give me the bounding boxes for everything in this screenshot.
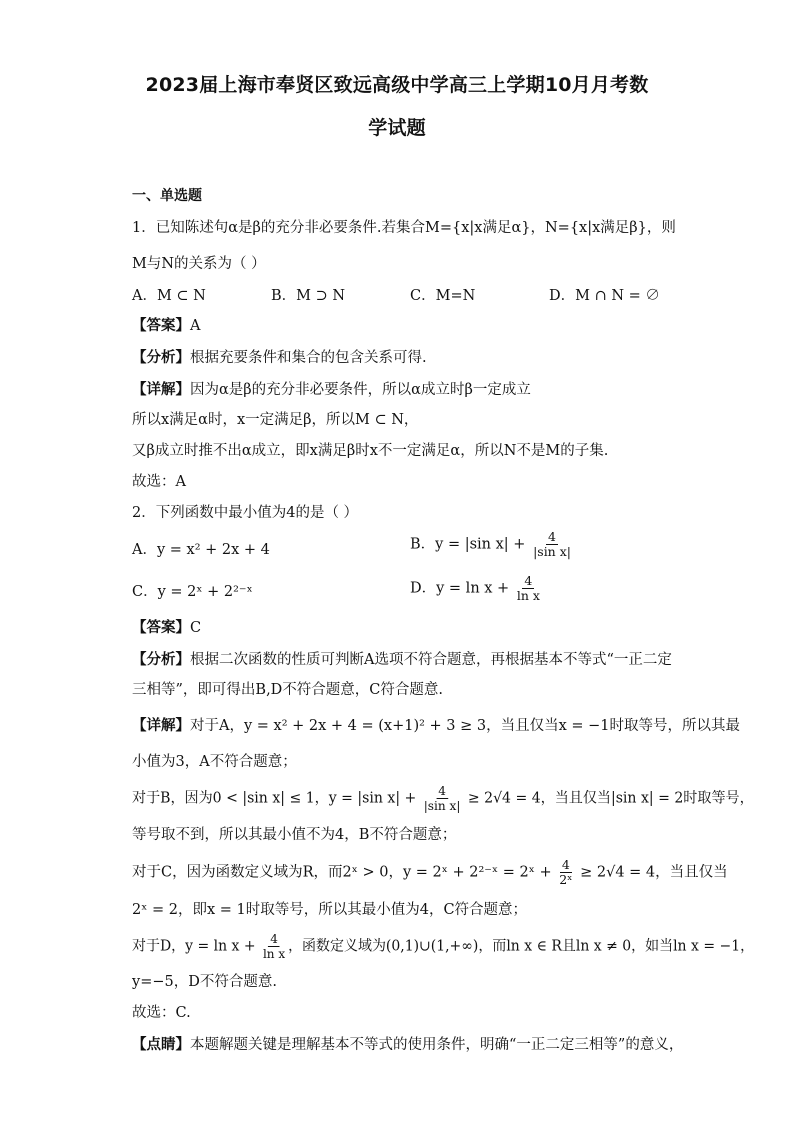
q1-conclusion: 故选：A — [132, 474, 186, 490]
q2-detail-a-line2: 小值为3，A不符合题意； — [132, 754, 297, 770]
detail-d-suffix: ，函数定义域为(0,1)∪(1,+∞)，而ln x ∈ R且ln x ≠ 0，如当ln x = −1， — [288, 938, 755, 955]
fraction — [531, 530, 573, 559]
analysis-tag: 【分析】 — [132, 350, 190, 366]
q1-option-b: B．M ⊃ N — [271, 288, 346, 304]
q1-option-a: A．M ⊂ N — [132, 288, 206, 304]
q1-analysis — [132, 348, 427, 368]
fraction — [261, 932, 287, 961]
q2-detail-d-line1 — [132, 932, 754, 961]
q2-option-d — [410, 574, 543, 603]
q1-option-d: D．M ∩ N = ∅ — [549, 288, 660, 304]
q1-answer — [132, 316, 200, 336]
detail-text: 对于A，y = x² + 2x + 4 = (x+1)² + 3 ≥ 3，当且仅当x = −1时取等号，所以其最 — [190, 718, 741, 734]
detail-text: 因为α是β的充分非必要条件，所以α成立时β一定成立 — [190, 382, 531, 398]
fraction — [422, 784, 463, 813]
detail-tag: 【详解】 — [132, 382, 190, 398]
q2-option-c: C．y = 2ˣ + 2²⁻ˣ — [132, 584, 253, 600]
answer-value: C — [190, 620, 202, 636]
q2-analysis-line2: 三相等”，即可得出B,D不符合题意，C符合题意. — [132, 682, 444, 698]
analysis-text: 根据充要条件和集合的包含关系可得. — [190, 350, 427, 366]
fraction-numerator: 4 — [561, 857, 570, 872]
answer-value: A — [190, 318, 201, 334]
comment-tag: 【点睛】 — [132, 1037, 190, 1053]
fraction-denominator: ln x — [262, 946, 286, 961]
fraction-denominator: |sin x| — [533, 544, 571, 559]
q2-detail-c-line2: 2ˣ = 2，即x = 1时取等号，所以其最小值为4，C符合题意； — [132, 902, 528, 918]
q2-detail-b-line2: 等号取不到，所以其最小值不为4，B不符合题意； — [132, 827, 457, 843]
fraction — [557, 858, 574, 887]
q1-detail-line3: 又β成立时推不出α成立，即x满足β时x不一定满足α，所以N不是M的子集. — [132, 443, 609, 459]
detail-tag: 【详解】 — [132, 718, 190, 734]
detail-b-expr: 对于B，因为0 < |sin x| ≤ 1，y = |sin x| + — [132, 790, 421, 807]
fraction-numerator: 4 — [270, 931, 278, 946]
q2-analysis-line1 — [132, 650, 672, 670]
q2-option-b-expr: B．y = |sin x| + — [410, 536, 531, 553]
q2-answer — [132, 618, 201, 638]
q1-stem-line2: M与N的关系为（ ） — [132, 256, 266, 272]
fraction-numerator: 4 — [548, 529, 556, 544]
q2-detail-d-line2: y=−5，D不符合题意. — [132, 974, 277, 990]
fraction-denominator: ln x — [516, 588, 540, 603]
page-title-line1: 2023届上海市奉贤区致远高级中学高三上学期10月月考数 — [145, 74, 649, 96]
fraction-denominator: |sin x| — [423, 798, 461, 813]
answer-tag: 【答案】 — [132, 620, 190, 636]
q1-detail-line2: 所以x满足α时，x一定满足β，所以M ⊂ N， — [132, 412, 419, 428]
q2-option-d-expr: D．y = ln x + — [410, 580, 514, 597]
fraction — [515, 574, 542, 603]
page-title-line2: 学试题 — [368, 117, 426, 139]
detail-b-suffix: ≥ 2√4 = 4，当且仅当|sin x| = 2时取等号， — [463, 790, 754, 807]
q2-option-a: A．y = x² + 2x + 4 — [132, 542, 270, 558]
q1-detail-line1 — [132, 380, 531, 400]
comment-text: 本题解题关键是理解基本不等式的使用条件，明确“一正二定三相等”的意义， — [190, 1037, 684, 1053]
detail-d-expr: 对于D，y = ln x + — [132, 938, 261, 955]
analysis-tag: 【分析】 — [132, 652, 190, 668]
q2-detail-c-line1 — [132, 858, 728, 887]
answer-tag: 【答案】 — [132, 318, 190, 334]
q2-detail-b-line1 — [132, 784, 754, 813]
section-heading: 一、单选题 — [132, 188, 202, 204]
q1-option-c: C．M=N — [410, 288, 476, 304]
detail-c-suffix: ≥ 2√4 = 4，当且仅当 — [575, 864, 728, 881]
fraction-numerator: 4 — [524, 573, 533, 588]
q2-comment — [132, 1035, 683, 1055]
q1-stem-line1: 1．已知陈述句α是β的充分非必要条件.若集合M={x|x满足α}，N={x|x满足β}，则 — [132, 220, 676, 236]
q2-detail-a-line1 — [132, 716, 740, 736]
fraction-numerator: 4 — [438, 783, 446, 798]
analysis-text: 根据二次函数的性质可判断A选项不符合题意，再根据基本不等式“一正二定 — [190, 652, 672, 668]
detail-c-expr: 对于C，因为函数定义域为R，而2ˣ > 0，y = 2ˣ + 2²⁻ˣ = 2ˣ + — [132, 864, 557, 881]
q2-conclusion: 故选：C. — [132, 1005, 191, 1021]
q2-stem: 2．下列函数中最小值为4的是（ ） — [132, 505, 359, 521]
fraction-denominator: 2ˣ — [559, 872, 573, 887]
q2-option-b — [410, 530, 574, 559]
